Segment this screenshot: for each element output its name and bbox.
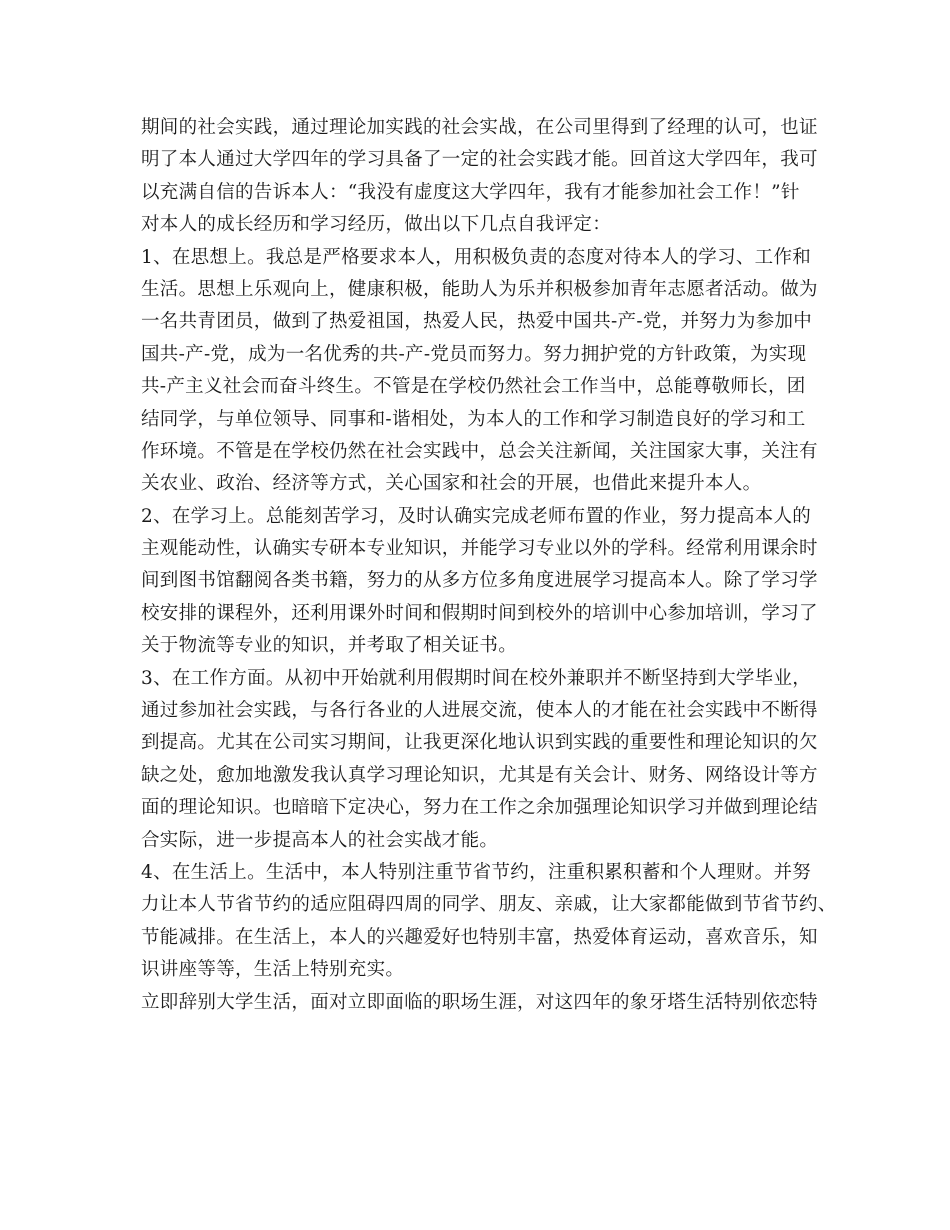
text-line: 合实际，进一步提高本人的社会实战才能。 bbox=[141, 829, 499, 851]
text-line: 共-产主义社会而奋斗终生。不管是在学校仍然社会工作当中，总能尊敬师长，团 bbox=[141, 376, 806, 398]
text-line: 主观能动性，认确实专研本专业知识，并能学习专业以外的学科。经常利用课余时 bbox=[141, 538, 818, 560]
text-line: 3、在工作方面。从初中开始就利用假期时间在校外兼职并不断坚持到大学毕业， bbox=[141, 667, 812, 689]
text-line: 校安排的课程外，还利用课外时间和假期时间到校外的培训中心参加培训，学习了 bbox=[141, 602, 818, 624]
text-line: 节能减排。在生活上，本人的兴趣爱好也特别丰富，热爱体育运动，喜欢音乐，知 bbox=[141, 926, 818, 948]
text-line: 面的理论知识。也暗暗下定决心，努力在工作之余加强理论知识学习并做到理论结 bbox=[141, 797, 818, 819]
text-line: 以充满自信的告诉本人：“我没有虚度这大学四年，我有才能参加社会工作！”针 bbox=[141, 181, 800, 203]
text-line: 期间的社会实践，通过理论加实践的社会实战，在公司里得到了经理的认可，也证 bbox=[141, 117, 818, 138]
text-line: 2、在学习上。总能刻苦学习，及时认确实完成老师布置的作业，努力提高本人的 bbox=[141, 505, 812, 527]
text-line: 生活。思想上乐观向上，健康积极，能助人为乐并积极参加青年志愿者活动。做为 bbox=[141, 278, 818, 300]
text-line: 明了本人通过大学四年的学习具备了一定的社会实践才能。回首这大学四年，我可 bbox=[141, 149, 818, 171]
document-body bbox=[141, 112, 837, 1019]
text-line: 作环境。不管是在学校仍然在社会实践中，总会关注新闻，关注国家大事，关注有 bbox=[141, 440, 818, 462]
text-line: 通过参加社会实践，与各行各业的人进展交流，使本人的才能在社会实践中不断得 bbox=[141, 700, 818, 722]
text-line: 力让本人节省节约的适应阻碍四周的同学、朋友、亲戚，让大家都能做到节省节约、 bbox=[141, 894, 837, 916]
text-line: 结同学，与单位领导、同事和-谐相处，为本人的工作和学习制造良好的学习和工 bbox=[141, 408, 806, 430]
text-line: 国共-产-党，成为一名优秀的共-产-党员而努力。努力拥护党的方针政策，为实现 bbox=[141, 343, 807, 365]
text-line: 4、在生活上。生活中，本人特别注重节省节约，注重积累积蓄和个人理财。并努 bbox=[141, 861, 812, 883]
text-line: 1、在思想上。我总是严格要求本人，用积极负责的态度对待本人的学习、工作和 bbox=[141, 246, 812, 268]
text-line: 关农业、政治、经济等方式，关心国家和社会的开展，也借此来提升本人。 bbox=[141, 473, 762, 495]
text-line: 对本人的成长经历和学习经历，做出以下几点自我评定： bbox=[141, 214, 612, 236]
text-line: 立即辞别大学生活，面对立即面临的职场生涯，对这四年的象牙塔生活特别依恋特 bbox=[141, 991, 818, 1013]
text-line: 间到图书馆翻阅各类书籍，努力的从多方位多角度进展学习提高本人。除了学习学 bbox=[141, 570, 818, 592]
text-line: 到提高。尤其在公司实习期间，让我更深化地认识到实践的重要性和理论知识的欠 bbox=[141, 732, 818, 754]
text-line: 缺之处，愈加地激发我认真学习理论知识，尤其是有关会计、财务、网络设计等方 bbox=[141, 764, 818, 786]
text-line: 一名共青团员，做到了热爱祖国，热爱人民，热爱中国共-产-党，并努力为参加中 bbox=[141, 311, 813, 333]
text-line: 识讲座等等，生活上特别充实。 bbox=[141, 959, 405, 981]
text-line: 关于物流等专业的知识，并考取了相关证书。 bbox=[141, 635, 518, 657]
